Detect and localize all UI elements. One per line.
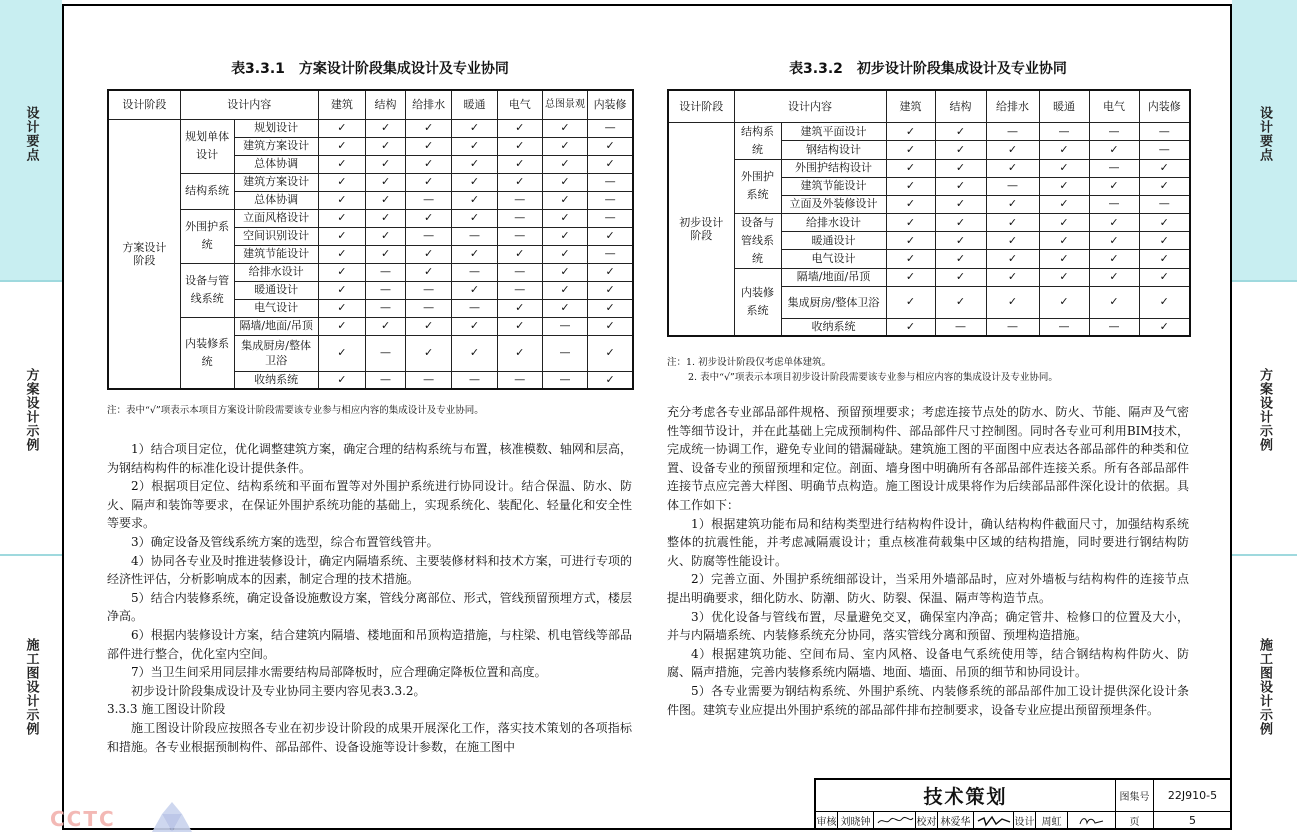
check-cell: — — [1139, 122, 1190, 141]
logo-text: CCTC — [50, 807, 116, 831]
side-tab-construction-examples — [1232, 556, 1297, 834]
header-stage: 设计阶段 — [108, 90, 180, 119]
check-cell: ✓ — [542, 281, 587, 299]
check-cell: ✓ — [405, 263, 451, 281]
check-cell: ✓ — [452, 119, 497, 137]
check-cell: ✓ — [986, 250, 1039, 268]
content-item-cell: 给排水设计 — [781, 213, 886, 231]
header-electrical: 电气 — [1089, 90, 1139, 122]
paragraph: 6）根据内装修设计方案，结合建筑内隔墙、楼地面和吊顶构造措施，与柱梁、机电管线等部品部件进行整合，优化室内空间。 — [107, 627, 632, 661]
check-cell: — — [497, 191, 542, 209]
side-tab-label: 施工图设计示例 — [23, 638, 39, 736]
check-cell: ✓ — [1139, 250, 1190, 268]
check-cell: ✓ — [318, 227, 365, 245]
check-cell: — — [1139, 141, 1190, 160]
check-cell: ✓ — [886, 268, 935, 286]
check-cell: ✓ — [318, 317, 365, 335]
table2-notes — [667, 355, 1189, 385]
check-cell: ✓ — [1039, 141, 1089, 160]
table-row — [668, 213, 1190, 231]
header-landscape: 总图景观 — [542, 90, 587, 119]
check-cell: ✓ — [405, 173, 451, 191]
check-cell: ✓ — [986, 159, 1039, 177]
side-tab-label: 设计要点 — [23, 106, 39, 162]
table-row — [108, 173, 633, 191]
check-cell: ✓ — [935, 141, 986, 160]
check-cell: ✓ — [935, 122, 986, 141]
paragraph: 1）根据建筑功能布局和结构类型进行结构构件设计，确认结构构件截面尺寸，加强结构系统整体的抗震性能，并考虑减隔震设计；重点核准荷载集中区域的结构措施，同时要进行钢结构防火、防腐等性能设计。 — [667, 516, 1189, 568]
check-cell: ✓ — [452, 155, 497, 173]
system-group-cell: 外围护系统 — [734, 159, 781, 213]
system-group-cell: 结构系统 — [734, 122, 781, 159]
check-cell: ✓ — [452, 281, 497, 299]
table2-title: 表3.3.2 初步设计阶段集成设计及专业协同 — [789, 61, 1067, 77]
system-group-cell: 结构系统 — [180, 173, 234, 209]
system-group-cell: 内装修系统 — [180, 317, 234, 389]
check-cell: ✓ — [497, 317, 542, 335]
check-cell: ✓ — [318, 371, 365, 389]
content-item-cell: 立面及外装修设计 — [781, 195, 886, 213]
check-label: 校对 — [916, 812, 938, 830]
check-cell: ✓ — [542, 155, 587, 173]
check-cell: ✓ — [542, 137, 587, 155]
drawing-title: 技术策划 — [816, 780, 1116, 812]
header-hvac: 暖通 — [452, 90, 497, 119]
side-tab-scheme-examples — [1232, 282, 1297, 554]
page-label: 页 — [1116, 812, 1154, 830]
check-cell: ✓ — [1139, 177, 1190, 195]
check-cell: ✓ — [588, 317, 633, 335]
table1-title: 表3.3.1 方案设计阶段集成设计及专业协同 — [231, 61, 509, 77]
check-cell: ✓ — [318, 173, 365, 191]
check-cell: — — [366, 335, 406, 371]
side-tab-label: 方案设计示例 — [1257, 368, 1272, 452]
check-cell: ✓ — [886, 286, 935, 318]
check-cell: — — [405, 281, 451, 299]
check-cell: ✓ — [542, 119, 587, 137]
check-cell: ✓ — [1089, 231, 1139, 249]
header-content: 设计内容 — [734, 90, 886, 122]
check-cell: — — [1089, 318, 1139, 336]
check-cell: ✓ — [1039, 177, 1089, 195]
designer-name: 周虹 — [1036, 812, 1068, 830]
check-cell: — — [588, 119, 633, 137]
content-item-cell: 集成厨房/整体卫浴 — [781, 286, 886, 318]
check-cell: ✓ — [1089, 286, 1139, 318]
check-cell: ✓ — [986, 195, 1039, 213]
table-row — [668, 268, 1190, 286]
check-cell: ✓ — [318, 191, 365, 209]
table2-header-row — [668, 90, 1190, 122]
check-cell: ✓ — [405, 245, 451, 263]
content-item-cell: 总体协调 — [234, 155, 318, 173]
left-body-text — [107, 440, 632, 756]
check-cell: ✓ — [986, 268, 1039, 286]
check-cell: ✓ — [886, 177, 935, 195]
stage-cell: 方案设计阶段 — [108, 119, 180, 389]
system-group-cell: 内装修系统 — [734, 268, 781, 336]
header-interior: 内装修 — [588, 90, 633, 119]
check-cell: ✓ — [497, 173, 542, 191]
system-group-cell: 设备与管线系统 — [180, 263, 234, 317]
side-tab-scheme-examples — [0, 282, 62, 554]
table2 — [667, 89, 1191, 337]
check-cell: ✓ — [318, 299, 365, 317]
check-cell: ✓ — [886, 195, 935, 213]
paragraph: 2）完善立面、外围护系统细部设计，当采用外墙部品时，应对外墙板与结构构件的连接节点提出明确要求，细化防水、防潮、防火、防裂、保温、隔声等构造节点。 — [667, 572, 1189, 605]
content-item-cell: 建筑平面设计 — [781, 122, 886, 141]
check-cell: ✓ — [886, 250, 935, 268]
content-item-cell: 电气设计 — [234, 299, 318, 317]
check-cell: ✓ — [366, 137, 406, 155]
check-cell: — — [986, 318, 1039, 336]
check-cell: ✓ — [452, 317, 497, 335]
header-architecture: 建筑 — [318, 90, 365, 119]
check-cell: — — [1089, 159, 1139, 177]
header-electrical: 电气 — [497, 90, 542, 119]
content-item-cell: 建筑方案设计 — [234, 173, 318, 191]
table1-note: 注：表中“√”项表示本项目方案设计阶段需要该专业参与相应内容的集成设计及专业协同。 — [107, 405, 484, 416]
table2-note-1: 注：1. 初步设计阶段仅考虑单体建筑。 — [667, 357, 832, 368]
header-structure: 结构 — [366, 90, 406, 119]
check-cell: ✓ — [1139, 268, 1190, 286]
content-item-cell: 建筑方案设计 — [234, 137, 318, 155]
check-cell: ✓ — [1089, 213, 1139, 231]
check-cell: — — [588, 209, 633, 227]
signature-mark — [1077, 815, 1107, 827]
cctc-logo-mark — [48, 802, 198, 834]
content-item-cell: 隔墙/地面/吊顶 — [234, 317, 318, 335]
header-plumbing: 给排水 — [986, 90, 1039, 122]
check-cell: ✓ — [405, 335, 451, 371]
paragraph: 初步设计阶段集成设计及专业协同主要内容见表3.3.2。 — [131, 683, 426, 698]
table-row — [668, 122, 1190, 141]
check-cell: ✓ — [366, 155, 406, 173]
paragraph: 7）当卫生间采用同层排水需要结构局部降板时，应合理确定降板位置和高度。 — [131, 665, 547, 680]
content-item-cell: 钢结构设计 — [781, 141, 886, 160]
check-cell: ✓ — [1039, 195, 1089, 213]
check-cell: ✓ — [886, 213, 935, 231]
check-cell: ✓ — [935, 177, 986, 195]
check-cell: ✓ — [588, 263, 633, 281]
check-cell: ✓ — [935, 159, 986, 177]
check-cell: ✓ — [542, 191, 587, 209]
check-cell: ✓ — [1139, 159, 1190, 177]
content-item-cell: 暖通设计 — [781, 231, 886, 249]
page-number: 5 — [1154, 812, 1232, 830]
checker-signature — [974, 812, 1014, 830]
right-body-text — [667, 403, 1189, 719]
check-cell: ✓ — [935, 250, 986, 268]
paragraph: 3）确定设备及管线系统方案的选型，综合布置管线管井。 — [131, 534, 439, 549]
check-cell: ✓ — [886, 141, 935, 160]
header-content: 设计内容 — [180, 90, 318, 119]
check-cell: ✓ — [542, 245, 587, 263]
check-cell: ✓ — [366, 191, 406, 209]
check-cell: ✓ — [588, 371, 633, 389]
check-cell: ✓ — [588, 299, 633, 317]
table-row — [108, 119, 633, 137]
table2-note-2: 2. 表中“√”项表示本项目初步设计阶段需要该专业参与相应内容的集成设计及专业协同。 — [688, 372, 1058, 383]
check-cell: ✓ — [588, 281, 633, 299]
check-cell: ✓ — [1089, 268, 1139, 286]
side-tab-design-points — [1232, 0, 1297, 280]
check-cell: — — [497, 227, 542, 245]
check-cell: ✓ — [986, 141, 1039, 160]
signature-mark — [976, 815, 1012, 827]
check-cell: ✓ — [366, 317, 406, 335]
check-cell: ✓ — [318, 155, 365, 173]
check-cell: ✓ — [986, 213, 1039, 231]
check-cell: ✓ — [318, 281, 365, 299]
paragraph: 施工图设计阶段应按照各专业在初步设计阶段的成果开展深化工作，落实技术策划的各项指标和措施。各专业根据预制构件、部品部件、设备设施等设计参数，在施工图中 — [107, 720, 632, 754]
check-cell: — — [588, 245, 633, 263]
check-cell: ✓ — [497, 137, 542, 155]
check-cell: ✓ — [452, 209, 497, 227]
check-cell: ✓ — [497, 155, 542, 173]
check-cell: ✓ — [366, 173, 406, 191]
check-cell: ✓ — [318, 263, 365, 281]
table-row — [108, 317, 633, 335]
check-cell: ✓ — [1139, 318, 1190, 336]
stage-cell: 初步设计阶段 — [668, 122, 734, 336]
content-item-cell: 电气设计 — [781, 250, 886, 268]
content-item-cell: 建筑节能设计 — [781, 177, 886, 195]
check-cell: ✓ — [497, 335, 542, 371]
check-cell: — — [366, 281, 406, 299]
check-cell: — — [588, 173, 633, 191]
check-cell: ✓ — [318, 209, 365, 227]
review-label: 审核 — [816, 812, 838, 830]
design-label: 设计 — [1014, 812, 1036, 830]
content-item-cell: 外围护结构设计 — [781, 159, 886, 177]
check-cell: — — [452, 227, 497, 245]
check-cell: ✓ — [405, 119, 451, 137]
check-cell: ✓ — [1089, 250, 1139, 268]
check-cell: — — [452, 371, 497, 389]
header-interior: 内装修 — [1139, 90, 1190, 122]
paragraph: 1）结合项目定位，优化调整建筑方案，确定合理的结构系统与布置，核准模数、轴网和层高，为钢结构构件的标准化设计提供条件。 — [107, 442, 632, 475]
check-cell: — — [542, 335, 587, 371]
check-cell: ✓ — [452, 137, 497, 155]
check-cell: — — [935, 318, 986, 336]
side-tab-label: 设计要点 — [1257, 106, 1272, 162]
check-cell: — — [1089, 195, 1139, 213]
paragraph: 5）各专业需要为钢结构系统、外围护系统、内装修系统的部品部件加工设计提供深化设计条件图。建筑专业应提出外围护系统的部品部件排布控制要求，设备专业应提出预留预埋条件。 — [667, 683, 1189, 717]
paragraph: 5）结合内装修系统，确定设备设施敷设方案，管线分离部位、形式，管线预留预埋方式，楼层净高。 — [107, 590, 632, 624]
header-structure: 结构 — [935, 90, 986, 122]
check-cell: ✓ — [935, 231, 986, 249]
check-cell: ✓ — [935, 268, 986, 286]
designer-signature — [1068, 812, 1116, 830]
check-cell: — — [366, 299, 406, 317]
check-cell: — — [497, 281, 542, 299]
header-architecture: 建筑 — [886, 90, 935, 122]
check-cell: ✓ — [542, 263, 587, 281]
paragraph: 2）根据项目定位、结构系统和平面布置等对外围护系统进行协同设计。结合保温、防水、防火、隔声和装饰等要求，在保证外围护系统功能的基础上，实现系统化、装配化、轻量化和安全性等要求。 — [107, 479, 632, 531]
check-cell: ✓ — [886, 159, 935, 177]
check-cell: — — [405, 371, 451, 389]
check-cell: — — [588, 191, 633, 209]
check-cell: — — [405, 299, 451, 317]
reviewer-signature — [874, 812, 916, 830]
check-cell: ✓ — [405, 317, 451, 335]
check-cell: ✓ — [1089, 177, 1139, 195]
content-item-cell: 给排水设计 — [234, 263, 318, 281]
table-row — [108, 263, 633, 281]
check-cell: ✓ — [1089, 141, 1139, 160]
side-tab-label: 方案设计示例 — [23, 368, 39, 452]
check-cell: ✓ — [935, 286, 986, 318]
title-block — [814, 778, 1230, 830]
side-tab-design-points — [0, 0, 62, 280]
content-item-cell: 收纳系统 — [234, 371, 318, 389]
paragraph: 4）协同各专业及时推进装修设计，确定内隔墙系统、主要装修材料和技术方案，可进行专项的经济性评估，分析影响成本的因素，制定合理的技术措施。 — [107, 553, 632, 587]
content-item-cell: 集成厨房/整体卫浴 — [234, 335, 318, 371]
content-item-cell: 建筑节能设计 — [234, 245, 318, 263]
content-item-cell: 空间识别设计 — [234, 227, 318, 245]
check-cell: ✓ — [405, 137, 451, 155]
check-cell: — — [1039, 122, 1089, 141]
check-cell: ✓ — [1139, 231, 1190, 249]
check-cell: — — [986, 177, 1039, 195]
check-cell: ✓ — [1139, 286, 1190, 318]
check-cell: ✓ — [366, 227, 406, 245]
header-hvac: 暖通 — [1039, 90, 1089, 122]
content-item-cell: 规划设计 — [234, 119, 318, 137]
content-item-cell: 总体协调 — [234, 191, 318, 209]
check-cell: ✓ — [452, 245, 497, 263]
table1-header-row — [108, 90, 633, 119]
check-cell: — — [1139, 195, 1190, 213]
check-cell: ✓ — [318, 137, 365, 155]
header-plumbing: 给排水 — [405, 90, 451, 119]
check-cell: ✓ — [1039, 250, 1089, 268]
check-cell: ✓ — [588, 137, 633, 155]
side-tab-construction-examples — [0, 556, 62, 834]
check-cell: — — [497, 263, 542, 281]
check-cell: ✓ — [318, 245, 365, 263]
check-cell: ✓ — [366, 209, 406, 227]
atlas-number-label: 图集号 — [1116, 780, 1154, 812]
check-cell: ✓ — [986, 231, 1039, 249]
check-cell: ✓ — [452, 335, 497, 371]
check-cell: — — [497, 209, 542, 227]
check-cell: ✓ — [986, 286, 1039, 318]
check-cell: ✓ — [542, 299, 587, 317]
checker-name: 林爱华 — [938, 812, 974, 830]
content-item-cell: 收纳系统 — [781, 318, 886, 336]
check-cell: — — [405, 191, 451, 209]
check-cell: ✓ — [366, 119, 406, 137]
atlas-number: 22J910-5 — [1154, 780, 1232, 812]
system-group-cell: 规划单体设计 — [180, 119, 234, 173]
check-cell: ✓ — [886, 231, 935, 249]
check-cell: — — [986, 122, 1039, 141]
content-item-cell: 隔墙/地面/吊顶 — [781, 268, 886, 286]
check-cell: ✓ — [935, 213, 986, 231]
check-cell: ✓ — [1039, 213, 1089, 231]
check-cell: ✓ — [542, 227, 587, 245]
check-cell: — — [405, 227, 451, 245]
check-cell: — — [497, 371, 542, 389]
check-cell: ✓ — [452, 191, 497, 209]
check-cell: — — [366, 263, 406, 281]
check-cell: ✓ — [588, 227, 633, 245]
content-item-cell: 暖通设计 — [234, 281, 318, 299]
check-cell: — — [1089, 122, 1139, 141]
signature-mark — [876, 815, 914, 827]
check-cell: ✓ — [588, 335, 633, 371]
check-cell: ✓ — [497, 119, 542, 137]
check-cell: — — [542, 371, 587, 389]
check-cell: ✓ — [1039, 159, 1089, 177]
check-cell: ✓ — [542, 173, 587, 191]
check-cell: ✓ — [405, 209, 451, 227]
check-cell: ✓ — [588, 155, 633, 173]
section-heading: 3.3.3 施工图设计阶段 — [107, 702, 226, 717]
cctc-logo — [48, 802, 198, 834]
check-cell: ✓ — [886, 318, 935, 336]
paragraph: 3）优化设备与管线布置，尽量避免交叉，确保室内净高；确定管井、检修口的位置及大小，并与内隔墙系统、内装修系统充分协同，落实管线分离和预留、预埋构造措施。 — [667, 609, 1189, 643]
check-cell: ✓ — [1039, 286, 1089, 318]
check-cell: ✓ — [405, 155, 451, 173]
table-row — [668, 159, 1190, 177]
check-cell: ✓ — [497, 245, 542, 263]
check-cell: ✓ — [1039, 268, 1089, 286]
table-row — [108, 209, 633, 227]
check-cell: ✓ — [497, 299, 542, 317]
check-cell: ✓ — [935, 195, 986, 213]
check-cell: ✓ — [318, 119, 365, 137]
header-stage: 设计阶段 — [668, 90, 734, 122]
side-tab-label: 施工图设计示例 — [1257, 638, 1272, 736]
reviewer-name: 刘晓钟 — [838, 812, 874, 830]
check-cell: ✓ — [366, 245, 406, 263]
check-cell: — — [452, 263, 497, 281]
system-group-cell: 外围护系统 — [180, 209, 234, 263]
check-cell: ✓ — [452, 173, 497, 191]
check-cell: ✓ — [886, 122, 935, 141]
check-cell: ✓ — [542, 209, 587, 227]
paragraph: 充分考虑各专业部品部件规格、预留预埋要求；考虑连接节点处的防水、防火、节能、隔声及气密性等细节设计，并在此基础上完成预制构件、部品部件尺寸控制图。同时各专业可利用BIM技术，完成统一协调工作，避免专业间的错漏碰缺。建筑施工图的平面图中应表达各部品部件的种类和位置、设备专业的预留预埋和定位。剖面、墙身图中明确所有各部品部件连接关系。所有各部品部件连接节点应完善大样图、明确节点构造。施工图设计成果将作为后续部品部件深化设计的依据。具体工作如下： — [667, 405, 1189, 512]
check-cell: ✓ — [1039, 231, 1089, 249]
check-cell: ✓ — [1139, 213, 1190, 231]
paragraph: 4）根据建筑功能、空间布局、室内风格、设备电气系统使用等，结合钢结构构件防火、防腐、隔声措施，完善内装修系统内隔墙、地面、墙面、吊顶的细节和协同设计。 — [667, 646, 1189, 680]
check-cell: — — [1039, 318, 1089, 336]
table1 — [107, 89, 634, 390]
check-cell: — — [452, 299, 497, 317]
check-cell: — — [542, 317, 587, 335]
check-cell: — — [366, 371, 406, 389]
system-group-cell: 设备与管线系统 — [734, 213, 781, 268]
content-item-cell: 立面风格设计 — [234, 209, 318, 227]
check-cell: ✓ — [318, 335, 365, 371]
